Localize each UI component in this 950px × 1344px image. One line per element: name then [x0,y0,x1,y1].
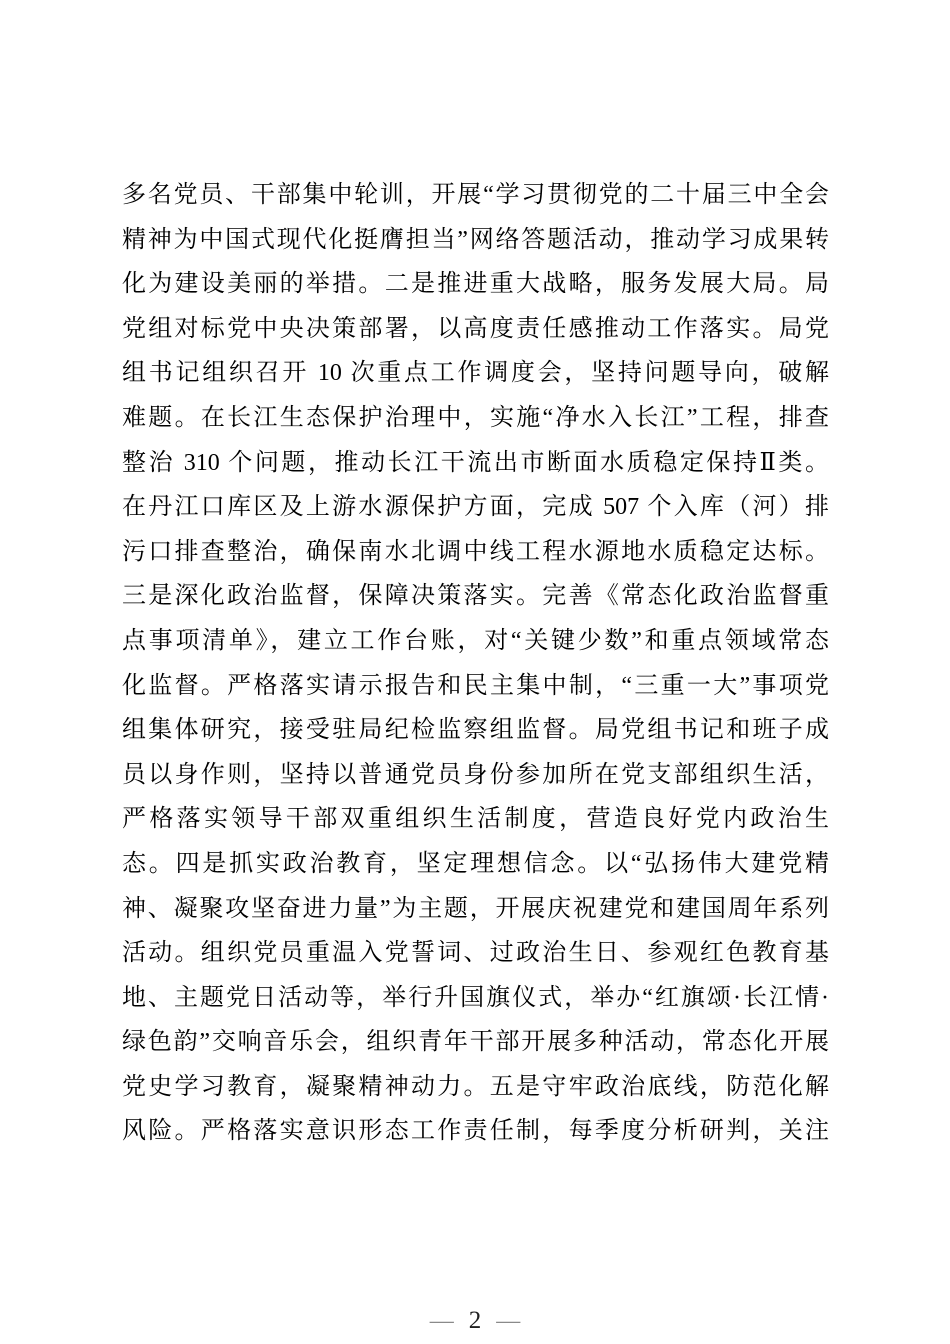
text-line: 污口排查整治，确保南水北调中线工程水源地水质稳定达标。 [122,538,829,565]
text-line: 神、凝聚攻坚奋进力量”为主题，开展庆祝建党和建国周年系列 [122,895,829,922]
text-line: 化监督。严格落实请示报告和民主集中制，“三重一大”事项党 [122,672,829,699]
text-line: 精神为中国式现代化挺膺担当”网络答题活动，推动学习成果转 [122,226,829,253]
text-line: 地、主题党日活动等，举行升国旗仪式，举办“红旗颂·长江情· [122,984,829,1011]
text-line: 三是深化政治监督，保障决策落实。完善《常态化政治监督重 [122,583,829,610]
footer-dash-left: — [429,1308,454,1334]
text-line: 点事项清单》，建立工作台账，对“关键少数”和重点领域常态 [122,627,829,654]
document-body [122,173,829,1154]
text-line: 严格落实领导干部双重组织生活制度，营造良好党内政治生 [122,806,829,833]
text-line: 多名党员、干部集中轮训，开展“学习贯彻党的二十届三中全会 [122,182,829,208]
text-line: 态。四是抓实政治教育，坚定理想信念。以“弘扬伟大建党精 [122,850,829,877]
text-line: 党组对标党中央决策部署，以高度责任感推动工作落实。局党 [122,315,829,342]
text-line: 绿色韵”交响音乐会，组织青年干部开展多种活动，常态化开展 [122,1029,829,1056]
text-line: 员以身作则，坚持以普通党员身份参加所在党支部组织生活， [122,761,829,788]
page-footer [0,1306,950,1336]
text-line: 难题。在长江生态保护治理中，实施“净水入长江”工程，排查 [122,404,829,431]
footer-dash-right: — [496,1308,521,1334]
text-line: 组书记组织召开 10 次重点工作调度会，坚持问题导向，破解 [122,360,829,387]
text-line: 在丹江口库区及上游水源保护方面，完成 507 个入库（河）排 [122,494,829,521]
text-line: 整治 310 个问题，推动长江干流出市断面水质稳定保持Ⅱ类。 [122,449,829,476]
text-line: 风险。严格落实意识形态工作责任制，每季度分析研判，关注 [122,1118,829,1145]
text-line: 化为建设美丽的举措。二是推进重大战略，服务发展大局。局 [122,271,829,298]
text-line: 党史学习教育，凝聚精神动力。五是守牢政治底线，防范化解 [122,1073,829,1100]
text-line: 组集体研究，接受驻局纪检监察组监督。局党组书记和班子成 [122,717,829,744]
page-number: 2 [468,1307,482,1334]
text-line: 活动。组织党员重温入党誓词、过政治生日、参观红色教育基 [122,940,829,967]
